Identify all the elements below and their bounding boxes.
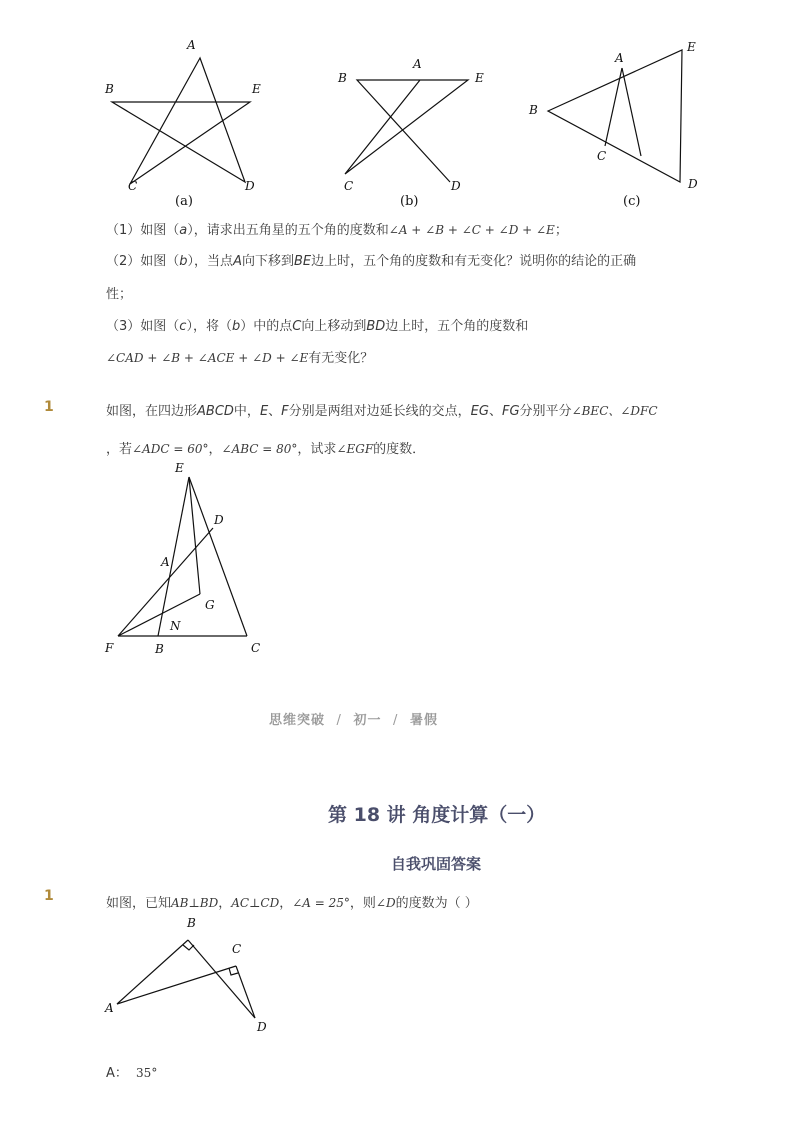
star-question-2: （2）如图（b），当点A向下移到BE边上时，五个角的度数和有无变化？说明你的结论的正确	[106, 254, 637, 269]
label-B: B	[105, 82, 114, 96]
label-G: G	[205, 598, 215, 612]
label-B: B	[529, 103, 538, 117]
problem-number: 1	[44, 888, 54, 904]
caption-b: (b)	[400, 194, 419, 209]
label-D: D	[451, 179, 461, 193]
caption-c: (c)	[623, 194, 641, 209]
label-E: E	[252, 82, 261, 96]
star-question-3: （3）如图（c），将（b）中的点C向上移动到BD边上时，五个角的度数和	[106, 319, 529, 334]
label-F: F	[105, 641, 114, 655]
label-D: D	[257, 1020, 267, 1034]
label-A: A	[615, 51, 624, 65]
label-B: B	[155, 642, 164, 656]
star-outline	[112, 58, 250, 184]
label-C: C	[232, 942, 242, 956]
label-D: D	[245, 179, 255, 193]
quad-problem-line-1: 如图，在四边形ABCD中，E、F分别是两组对边延长线的交点，EG、FG分别平分∠BEC、∠DFC	[106, 404, 658, 419]
star-question-3-cont: ∠CAD + ∠B + ∠ACE + ∠D + ∠E有无变化？	[106, 351, 374, 366]
label-D: D	[688, 177, 698, 191]
star-b-outline	[345, 80, 468, 182]
label-C: C	[251, 641, 261, 655]
label-C: C	[344, 179, 354, 193]
label-N: N	[170, 619, 181, 633]
caption-a: (a)	[175, 194, 193, 209]
figure-perpendicular	[100, 912, 280, 1042]
answer-option-a: A： 35°	[106, 1066, 158, 1081]
label-E: E	[175, 461, 184, 475]
page-footer-breadcrumb: 思维突破 / 初一 / 暑假	[269, 713, 438, 728]
star-question-2-cont: 性；	[106, 287, 133, 302]
label-A: A	[161, 555, 170, 569]
label-B: B	[338, 71, 347, 85]
label-E: E	[687, 40, 696, 54]
label-B: B	[187, 916, 196, 930]
label-A: A	[187, 38, 196, 52]
triangle-c	[548, 50, 682, 182]
section-title: 自我巩固答案	[391, 855, 482, 873]
label-E: E	[475, 71, 484, 85]
figure-quadrilateral	[100, 460, 270, 660]
problem-number: 1	[44, 399, 54, 415]
label-A: A	[413, 57, 422, 71]
star-question-1: （1）如图（a），请求出五角星的五个角的度数和∠A + ∠B + ∠C + ∠D + ∠E；	[106, 223, 568, 238]
figure-b-star	[330, 52, 500, 212]
quad-problem-line-2: ，若∠ADC = 60°，∠ABC = 80°，试求∠EGF的度数．	[106, 442, 426, 457]
label-D: D	[214, 513, 224, 527]
label-C: C	[128, 179, 138, 193]
angle-problem-line: 如图，已知AB⊥BD，AC⊥CD，∠A = 25°，则∠D的度数为（ ）	[106, 896, 478, 911]
label-A: A	[105, 1001, 114, 1015]
chapter-title: 第 18 讲 角度计算（一）	[328, 804, 546, 826]
label-C: C	[597, 149, 607, 163]
figure-a-star	[95, 32, 275, 212]
figure-c-star	[525, 36, 710, 212]
